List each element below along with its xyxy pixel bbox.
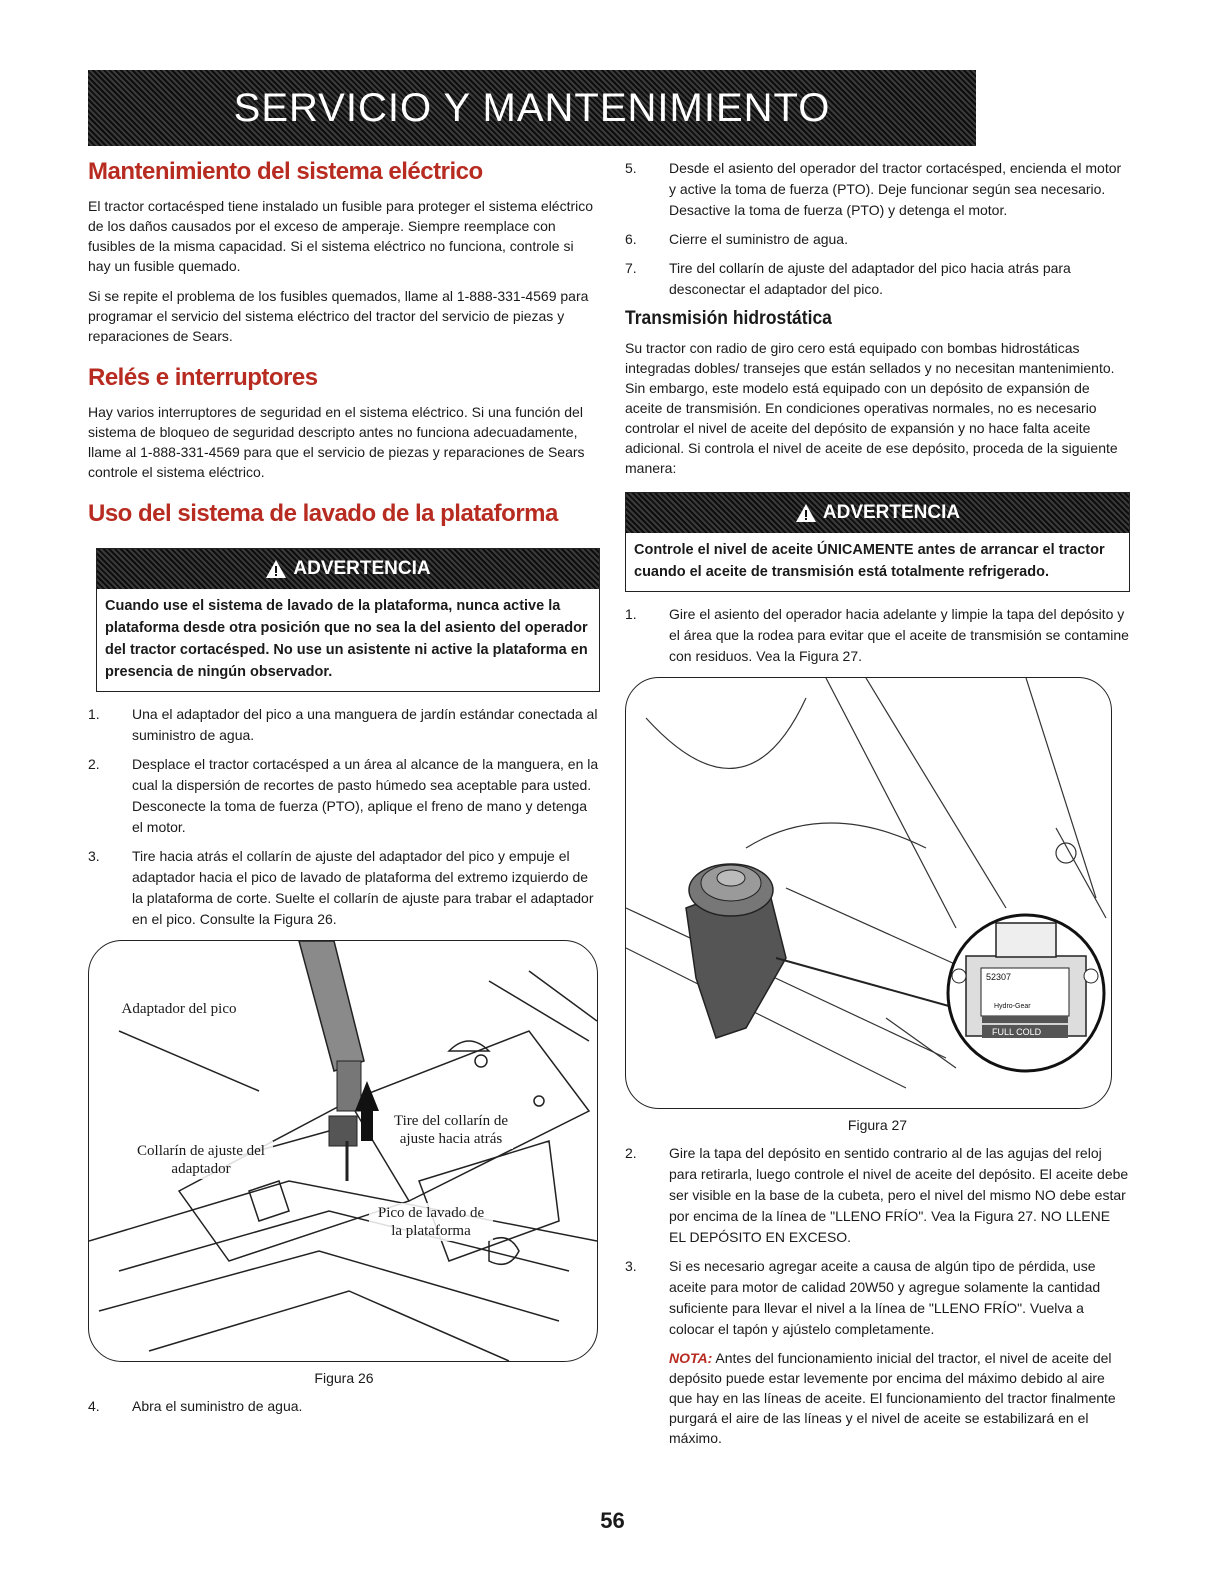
electrical-paragraph-2: Si se repite el problema de los fusibles quemados, llame al 1-888-331-4569 para programar el servicio del sistema eléctrico del tractor del servicio de piezas y reparaciones de Sears. <box>88 288 589 344</box>
note-paragraph <box>625 1348 1130 1448</box>
figure-26-illustration <box>88 940 598 1362</box>
list-item: 2. Desplace el tractor cortacésped a un área al alcance de la manguera, en la cual la dispersión de recortes de pasto húmedo sea aceptable para usted. Desconecte la toma de fuerza (PTO), aplique el freno de mano y detenga el motor. <box>88 756 599 835</box>
section-title-relays: Relés e interruptores <box>88 364 318 391</box>
warning-label: ADVERTENCIA <box>822 502 961 523</box>
electrical-paragraph-1: El tractor cortacésped tiene instalado un fusible para proteger el sistema eléctrico de los daños causados por el exceso de amperaje. Siempre reemplace con fusibles de la misma capacidad. Si el sistema eléctrico no funciona, controle si hay un fusible quemado. <box>88 198 594 274</box>
label-adapter: Adaptador del pico <box>117 999 241 1019</box>
list-item: 7. Tire del collarín de ajuste del adaptador del pico hacia atrás para desconectar el adaptador del pico. <box>625 260 1071 297</box>
deck-wash-step-4 <box>88 1396 600 1417</box>
warning-header <box>97 549 599 589</box>
deck-wash-steps-continued <box>625 158 1130 300</box>
note-label: NOTA: <box>669 1350 713 1366</box>
section-title-hydrostatic: Transmisión hidrostática <box>625 308 832 329</box>
figure-27-illustration <box>625 677 1112 1109</box>
warning-text: Controle el nivel de aceite ÚNICAMENTE antes de arrancar el tractor cuando el aceite de transmisión está totalmente refrigerado. <box>634 542 1105 580</box>
list-item: 2. Gire la tapa del depósito en sentido contrario al de las agujas del reloj para retirarla, luego controle el nivel de aceite del depósito. El aceite debe ser visible en la base de la cubeta, pero el nivel del mismo NO debe estar por encima de la línea de "LLENO FRÍO". Vea la Figura 27. NO LLENE EL DEPÓSITO EN EXCESO. <box>625 1145 1129 1245</box>
figure-27-caption: Figura 27 <box>847 1117 908 1133</box>
label-nozzle: Pico de lavado de la plataforma <box>369 1203 493 1241</box>
label-collar: Collarín de ajuste del adaptador <box>129 1141 273 1179</box>
warning-text: Cuando use el sistema de lavado de la plataforma, nunca active la plataforma desde otra posición que no sea la del asiento del operador del tractor cortacésped. No use un asistente ni active la plataforma en presencia de ningún observador. <box>105 598 588 680</box>
tank-code-text: 52307 <box>986 972 1012 982</box>
section-title-deck-wash: Uso del sistema de lavado de la plataforma <box>88 500 558 527</box>
list-item: 1. Una el adaptador del pico a una manguera de jardín estándar conectada al suministro de agua. <box>88 706 598 743</box>
list-item: 6. Cierre el suministro de agua. <box>625 231 848 247</box>
list-item: 3. Tire hacia atrás el collarín de ajuste del adaptador del pico y empuje el adaptador hacia el pico de lavado de plataforma del extremo izquierdo de la plataforma de corte. Suelte el collarín de ajuste para trabar el adaptador en el pico. Consulte la Figura 26. <box>88 848 594 927</box>
hydrostatic-paragraph: Su tractor con radio de giro cero está equipado con bombas hidrostáticas integradas dobles/ transejes que están sellados y no necesitan mantenimiento. Sin embargo, este modelo está equipado con un depósito de expansión de aceite de transmisión. En condiciones operativas normales, no es necesario controlar el nivel de aceite del depósito de expansión y no hace falta aceite adicional. Si controla el nivel de aceite de ese depósito, proceda de la siguiente manera: <box>625 340 1118 476</box>
warning-box-deck-wash <box>96 548 600 692</box>
list-item: 5. Desde el asiento del operador del tractor cortacésped, encienda el motor y active la toma de fuerza (PTO). Deje funcionar según sea necesario. Desactive la toma de fuerza (PTO) y detenga el motor. <box>625 160 1122 218</box>
page-number: 56 <box>600 1508 625 1533</box>
warning-header <box>626 493 1129 533</box>
warning-box-transmission <box>625 492 1130 592</box>
tank-level-text: FULL COLD <box>992 1027 1042 1037</box>
section-title-electrical: Mantenimiento del sistema eléctrico <box>88 158 483 185</box>
warning-triangle-icon <box>795 503 817 523</box>
note-text: Antes del funcionamiento inicial del tractor, el nivel de aceite del depósito puede estar levemente por encima del máximo debido al aire que hay en las líneas de aceite. El funcionamiento del tractor finalmente purgará el aire de las líneas y el nivel de aceite se estabilizará en el máximo. <box>669 1350 1116 1446</box>
list-item: 4. Abra el suministro de agua. <box>88 1398 303 1414</box>
page-title: SERVICIO Y MANTENIMIENTO <box>233 85 831 130</box>
tank-brand-text: Hydro-Gear <box>994 1003 1031 1010</box>
transmission-steps <box>625 1143 1130 1340</box>
left-column <box>88 158 600 1425</box>
list-item: 3. Si es necesario agregar aceite a causa de algún tipo de pérdida, use aceite para motor de calidad 20W50 y agregue solamente la cantidad suficiente para llevar el nivel a la línea de "LLENO FRÍO". Vuelva a colocar el tapón y ajústelo completamente. <box>625 1258 1101 1337</box>
expansion-tank-drawing <box>626 678 1111 1108</box>
list-item: 1. Gire el asiento del operador hacia adelante y limpie la tapa del depósito y el área que la rodea para evitar que el aceite de transmisión se contamine con residuos. Vea la Figura 27. <box>625 606 1129 664</box>
label-pull-collar: Tire del collarín de ajuste hacia atrás <box>389 1111 513 1149</box>
transmission-step-1 <box>625 604 1130 667</box>
figure-26-caption: Figura 26 <box>314 1370 374 1386</box>
warning-label: ADVERTENCIA <box>293 558 431 579</box>
warning-triangle-icon <box>265 559 287 579</box>
deck-wash-steps <box>88 704 600 930</box>
page-header-banner <box>88 70 976 146</box>
relays-paragraph: Hay varios interruptores de seguridad en el sistema eléctrico. Si una función del sistema de bloqueo de seguridad descripto antes no funciona adecuadamente, llame al 1-888-331-4569 para que el servicio de piezas y reparaciones de Sears controle el sistema eléctrico. <box>88 404 585 480</box>
right-column <box>625 158 1130 1458</box>
